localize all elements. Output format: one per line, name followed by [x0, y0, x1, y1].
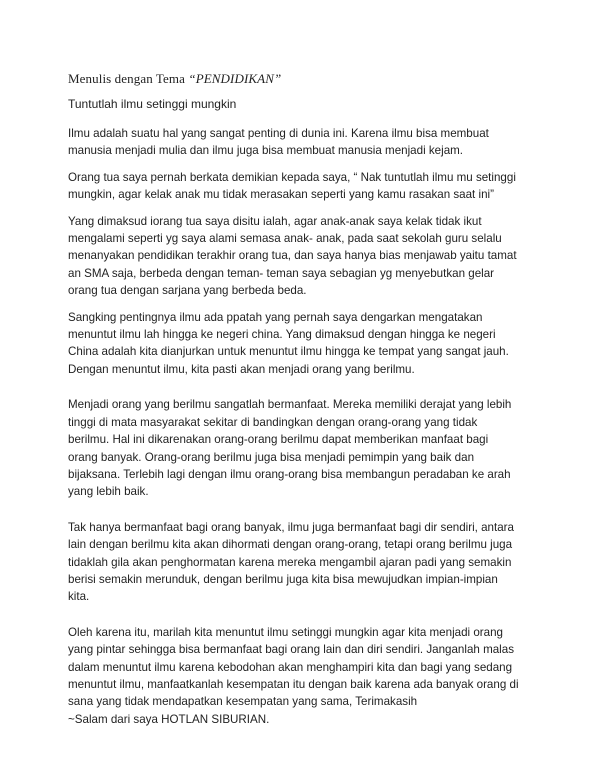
text-line: Ilmu adalah suatu hal yang sangat penting di dunia ini. Karena ilmu bisa membuat — [68, 127, 489, 140]
paragraph-4 — [68, 309, 548, 379]
document-body — [68, 125, 548, 728]
text-line: kita. — [68, 590, 90, 604]
paragraph-3 — [68, 213, 548, 300]
text-line: yang pintar sehingga bisa bermanfaat bagi orang lain dan diri sendiri. Janganlah malas — [68, 643, 515, 657]
text-line: berilmu. Hal ini dikarenakan orang-orang berilmu dapat memberikan manfaat bagi — [68, 433, 489, 447]
text-line: sana yang tidak mendapatkan kesempatan yang sama, Terimakasih — [68, 695, 418, 709]
paragraph-6 — [68, 519, 548, 606]
text-line: Orang tua saya pernah berkata demikian kepada saya, “ Nak tuntutlah ilmu mu setinggi — [68, 170, 516, 184]
text-line: an SMA saja, berbeda dengan teman- teman saya sebagian yg menyebutkan gelar — [68, 266, 495, 280]
text-line: yang lebih baik. — [68, 485, 149, 499]
text-line: menuntut ilmu, manfaatkanlah kesempatan itu dengan baik karena ada banyak orang di — [68, 677, 519, 691]
text-line: Yang dimaksud iorang tua saya disitu ialah, agar anak-anak saya kelak tidak ikut — [68, 214, 482, 228]
title-emphasis: “PENDIDIKAN” — [188, 71, 282, 86]
text-line: lain dengan berilmu kita akan dihormati dengan orang-orang, tetapi orang berilmu juga — [68, 538, 513, 552]
text-line: mengalami seperti yg saya alami semasa anak- anak, pada saat sekolah guru selalu — [68, 232, 502, 246]
paragraph-1 — [68, 125, 548, 160]
paragraph-7 — [68, 624, 548, 728]
text-line: menanyakan pendidikan terakhir orang tua, dan saya hanya bias menjawab yaitu tamat — [68, 249, 517, 263]
text-line: berisi semakin merunduk, dengan berilmu juga kita bisa mewujudkan impian-impian — [68, 572, 498, 586]
text-line: Oleh karena itu, marilah kita menuntut ilmu setinggi mungkin agar kita menjadi orang — [68, 625, 503, 639]
text-line: Dengan menuntut ilmu, kita pasti akan menjadi orang yang berilmu. — [68, 362, 415, 376]
text-line: mungkin, agar kelak anak mu tidak merasakan seperti yang kamu rasakan saat ini” — [68, 188, 494, 202]
title-prefix: Menulis dengan Tema — [68, 71, 189, 86]
text-line: China adalah kita dianjurkan untuk menuntut ilmu hingga ke tempat yang sangat jauh. — [68, 345, 509, 359]
text-line: Sangking pentingnya ilmu ada ppatah yang pernah saya dengarkan mengatakan — [68, 310, 483, 324]
text-line: tidaklah gila akan penghormatan karena mereka mengambil ajaran padi yang semakin — [68, 555, 512, 569]
text-line: orang banyak. Orang-orang berilmu juga bisa menjadi pemimpin yang baik dan — [68, 450, 475, 464]
paragraph-5 — [68, 396, 548, 500]
text-line: tinggi di mata masyarakat sekitar di bandingkan dengan orang-orang yang tidak — [68, 415, 478, 429]
signature-line: ~Salam dari saya HOTLAN SIBURIAN. — [68, 712, 270, 726]
text-line: bijaksana. Terlebih lagi dengan ilmu orang-orang bisa membangun peradaban ke arah — [68, 467, 511, 481]
document-title — [68, 71, 281, 87]
text-line: Menjadi orang yang berilmu sangatlah bermanfaat. Mereka memiliki derajat yang lebih — [68, 398, 512, 412]
document-subtitle: Tuntutlah ilmu setinggi mungkin — [68, 97, 237, 111]
paragraph-2 — [68, 169, 548, 204]
text-line: orang tua dengan sarjana yang berbeda beda. — [68, 284, 307, 298]
text-line: manusia menjadi mulia dan ilmu juga bisa membuat manusia menjadi kejam. — [68, 144, 464, 158]
text-line: menuntut ilmu lah hingga ke negeri china. Yang dimaksud dengan hingga ke negeri — [68, 328, 496, 342]
text-line: Tak hanya bermanfaat bagi orang banyak, ilmu juga bermanfaat bagi dir sendiri, antara — [68, 520, 514, 534]
text-line: dalam menuntut ilmu karena kebodohan akan menghampiri kita dan bagi yang sedang — [68, 660, 513, 674]
